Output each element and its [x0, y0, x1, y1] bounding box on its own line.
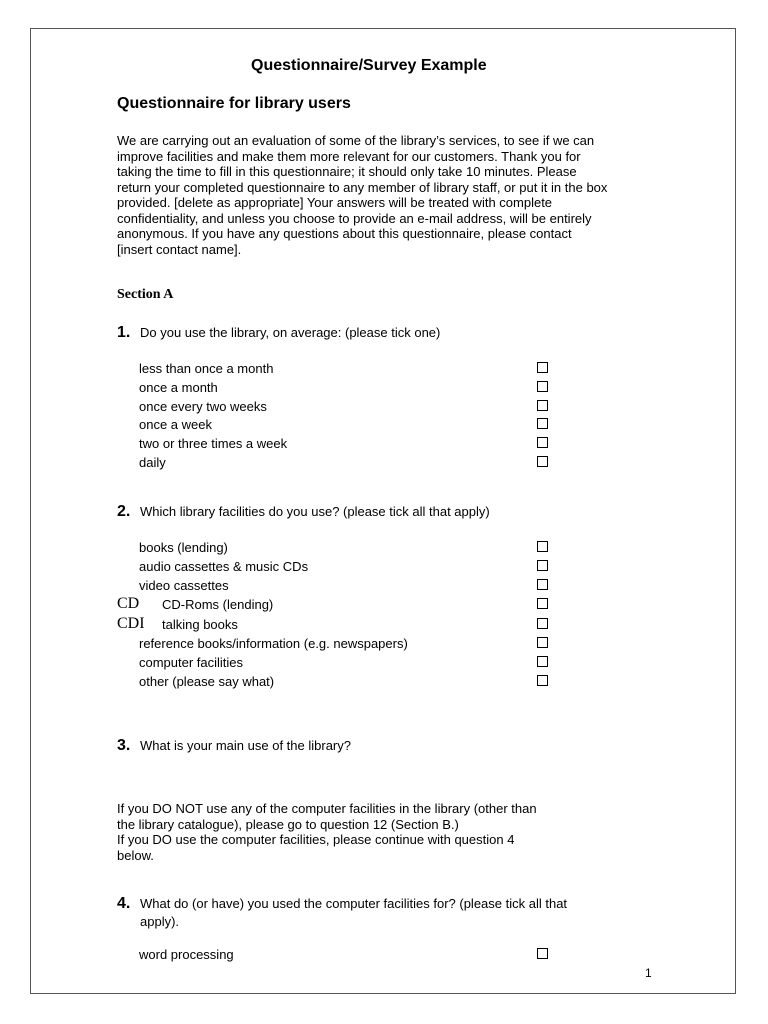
routing-line: the library catalogue), please go to question 12 (Section B.) — [117, 816, 459, 832]
q1-checkbox[interactable] — [537, 362, 548, 373]
routing-line: If you DO use the computer facilities, please continue with question 4 — [117, 832, 515, 847]
intro-line: provided. [delete as appropriate] Your answers will be treated with complete — [117, 195, 553, 210]
q2-checkbox[interactable] — [537, 675, 548, 686]
q1-checkbox[interactable] — [537, 456, 548, 467]
q4-checkbox[interactable] — [537, 948, 548, 959]
question-text: Which library facilities do you use? (please tick all that apply) — [140, 504, 490, 519]
q2-option: other (please say what) — [139, 674, 275, 689]
q2-checkbox[interactable] — [537, 618, 548, 629]
intro-line: We are carrying out an evaluation of some of the library’s services, to see if we can — [117, 133, 595, 148]
routing-line: If you DO NOT use any of the computer facilities in the library (other than — [117, 801, 537, 816]
question-text: What is your main use of the library? — [140, 738, 351, 753]
intro-line: confidentiality, and unless you choose to provide an e-mail address, will be entirely — [117, 210, 592, 226]
q1-option: once a week — [139, 417, 212, 432]
intro-line: taking the time to fill in this questionnaire; it should only take 10 minutes. Please — [117, 164, 577, 179]
document-title: Questionnaire/Survey Example — [251, 57, 487, 74]
q1-checkbox[interactable] — [537, 381, 548, 392]
section-heading: Section A — [117, 287, 174, 302]
question-text-continued: apply). — [140, 914, 180, 929]
q1-checkbox[interactable] — [537, 418, 548, 429]
q2-checkbox[interactable] — [537, 541, 548, 552]
page-number: 1 — [645, 966, 652, 980]
q2-checkbox[interactable] — [537, 598, 548, 609]
question-text: What do (or have) you used the computer facilities for? (please tick all that — [140, 896, 568, 911]
q2-option: reference books/information (e.g. newspapers) — [139, 636, 408, 651]
cdi-prefix: CDI — [117, 615, 145, 632]
question-number: 3. — [117, 737, 131, 754]
q2-option: books (lending) — [139, 540, 228, 555]
q2-option: CD-Roms (lending) — [162, 597, 274, 612]
question-2 — [117, 503, 490, 521]
q2-checkbox[interactable] — [537, 579, 548, 590]
question-3 — [117, 737, 351, 755]
question-1 — [117, 324, 440, 342]
routing-line: below. — [117, 847, 154, 863]
q1-option: once every two weeks — [139, 399, 267, 414]
q4-option: word processing — [139, 947, 234, 962]
q2-option: video cassettes — [139, 578, 229, 593]
intro-line: improve facilities and make them more relevant for our customers. Thank you for — [117, 148, 581, 164]
question-4 — [117, 895, 567, 913]
question-number: 1. — [117, 324, 131, 341]
intro-line: anonymous. If you have any questions about this questionnaire, please contact — [117, 226, 572, 241]
q2-option: audio cassettes & music CDs — [139, 559, 309, 574]
q1-checkbox[interactable] — [537, 400, 548, 411]
question-number: 2. — [117, 503, 131, 520]
q1-option: less than once a month — [139, 361, 274, 376]
intro-line: return your completed questionnaire to any member of library staff, or put it in the box — [117, 179, 608, 195]
q1-checkbox[interactable] — [537, 437, 548, 448]
intro-line: [insert contact name]. — [117, 241, 242, 257]
document-subtitle: Questionnaire for library users — [117, 95, 351, 112]
question-number: 4. — [117, 895, 131, 912]
q2-option: computer facilities — [139, 655, 244, 670]
q1-option: two or three times a week — [139, 436, 288, 451]
q2-option: talking books — [162, 617, 238, 632]
routing-paragraph — [117, 801, 537, 863]
intro-paragraph — [117, 133, 677, 257]
q2-checkbox[interactable] — [537, 560, 548, 571]
q1-option: daily — [139, 455, 166, 470]
q2-checkbox[interactable] — [537, 656, 548, 667]
cd-prefix: CD — [117, 595, 140, 612]
q2-checkbox[interactable] — [537, 637, 548, 648]
question-text: Do you use the library, on average: (please tick one) — [140, 325, 441, 340]
q1-option: once a month — [139, 380, 218, 395]
